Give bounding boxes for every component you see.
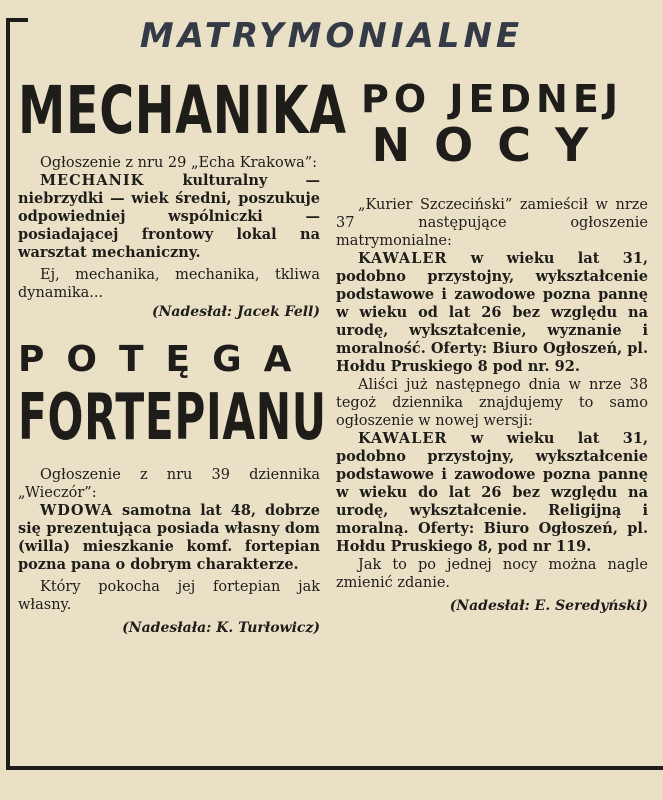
article-comment: Ej, mechanika, mechanika, tkliwa dynamika... <box>18 267 320 301</box>
ad-text: samotna lat 48, dobrze się prezentująca posiada własny dom (willa) mieszkanie komf. fortepian pozna pana o dobrym charakterze. <box>18 502 320 573</box>
classified-ad-second <box>336 430 648 556</box>
ad-text: w wieku lat 31, podobno przystojny, wykształcenie podstawowe i zawodowe pozna pannę w wieku do lat 26 bez względu na urodę, wykształcenie. Religijną i moralną. Oferty: Biuro Ogłoszeń, pl. Hołdu Pruskiego 8, pod nr 119. <box>336 430 648 555</box>
frame-bottom-rule <box>6 766 663 770</box>
ad-keyword: KAWALER <box>358 430 448 447</box>
ad-keyword: MECHANIK <box>40 172 145 189</box>
right-column <box>336 77 648 616</box>
article-credit: (Nadesłał: Jacek Fell) <box>152 304 320 320</box>
classified-ad <box>18 172 320 262</box>
ad-text: kulturalny — niebrzydki — wiek średni, poszukuje odpowiedniej wspólniczki — posiadającej frontowy lokal na warsztat mechaniczny. <box>18 172 320 261</box>
article-fortepianu <box>18 466 320 638</box>
article-mechanika <box>18 154 320 322</box>
article-middle: Aliści już następnego dnia w nrze 38 tegoż dziennika znajdujemy to samo ogłoszenie w nowej wersji: <box>336 377 648 429</box>
article-intro: Ogłoszenie z nru 29 „Echa Krakowa”: <box>40 155 318 171</box>
ad-keyword: WDOWA <box>40 502 114 519</box>
headline-po-jednej: PO JEDNEJ <box>361 77 623 121</box>
article-credit: (Nadesłał: E. Seredyński) <box>449 598 648 614</box>
classified-ad-first <box>336 250 648 376</box>
article-intro: „Kurier Szczeciński” zamieścił w nrze 37 następujące ogłoszenie matrymonialne: <box>336 197 648 249</box>
ad-keyword: KAWALER <box>358 250 448 267</box>
headline-fortepianu: FORTEPIANU <box>18 381 327 455</box>
headline-mechanika: MECHANIKA <box>18 72 347 149</box>
headline-potega-fortepianu <box>18 339 327 455</box>
headline-potega: POTĘGA <box>18 339 314 380</box>
article-comment: Który pokocha jej fortepian jak własny. <box>18 579 320 613</box>
frame-left-rule <box>6 18 10 770</box>
left-column <box>18 72 347 638</box>
headline-nocy: NOCY <box>371 118 613 172</box>
article-intro: Ogłoszenie z nru 39 dziennika „Wieczór”: <box>18 467 320 501</box>
article-comment: Jak to po jednej nocy można nagle zmienić zdanie. <box>336 557 648 591</box>
ad-text: w wieku lat 31, podobno przystojny, wykształcenie podstawowe i zawodowe pozna pannę w wieku od lat 26 bez względu na urodę, wykształcenie, wyznanie i moralność. Oferty: Biuro Ogłoszeń, pl. Hołdu Pruskiego 8 pod nr. 92. <box>336 250 648 375</box>
section-masthead: MATRYMONIALNE <box>139 16 524 56</box>
article-po-jednej-nocy <box>336 196 648 616</box>
article-credit: (Nadesłała: K. Turłowicz) <box>122 620 320 636</box>
classified-ad <box>18 502 320 574</box>
